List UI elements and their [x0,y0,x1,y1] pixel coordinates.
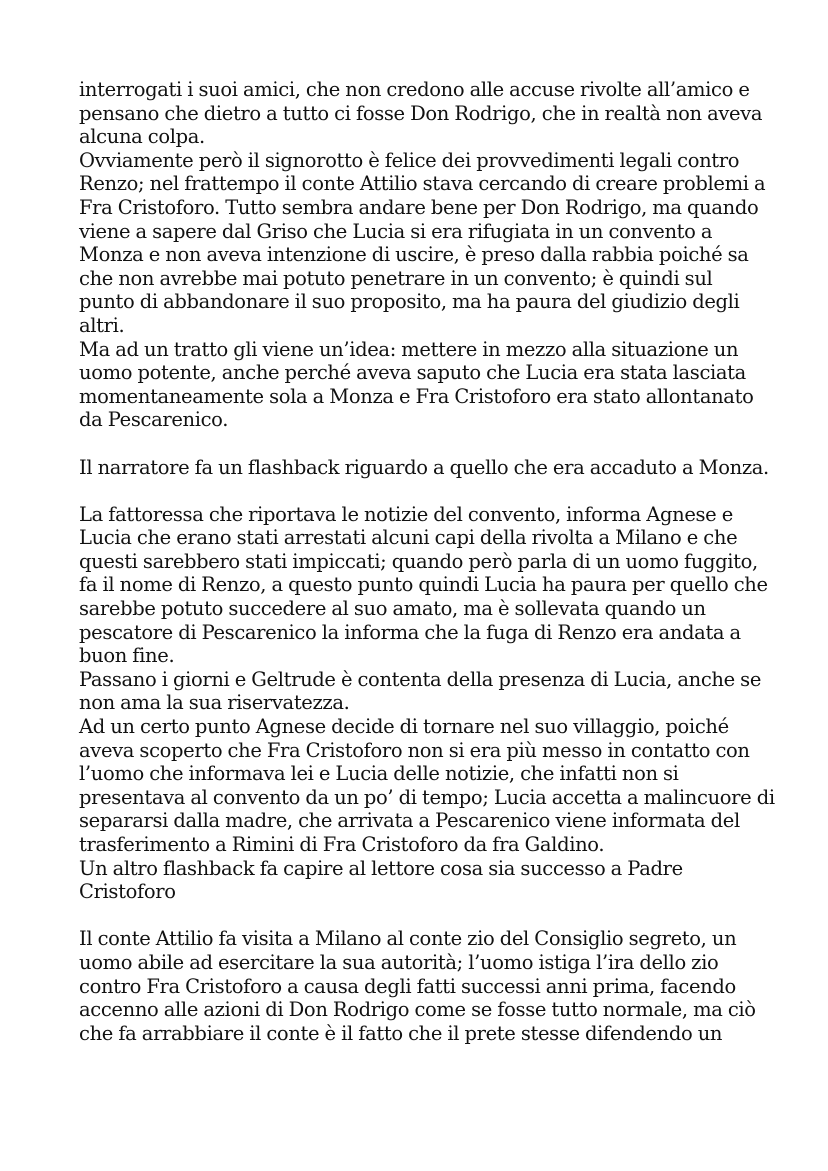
paragraph-flashback-monza: Il narratore fa un flashback riguardo a quello che era accaduto a Monza. [79,455,769,479]
paragraph-conte-attilio-milan: Il conte Attilio fa visita a Milano al conte zio del Consiglio segreto, un uomo abile ad esercitare la sua autorità; l’uomo istiga l’ira dello zio contro Fra Cristoforo a causa degli fatti successi anni prima, facendo accenno alle azioni di Don Rodrigo come se fosse tutto normale, ma ciò che fa arrabbiare il conte è il fatto che il prete stesse difendendo un [79,927,756,1045]
paragraph-don-rodrigo-plans: Ovviamente però il signorotto è felice dei provvedimenti legali contro Renzo; nel frattempo il conte Attilio stava cercando di creare problemi a Fra Cristoforo. Tutto sembra andare bene per Don Rodrigo, ma quando viene a sapere dal Griso che Lucia si era rifugiata in un convento a Monza e non aveva intenzione di uscire, è preso dalla rabbia poiché sa che non avrebbe mai potuto penetrare in un convento; è quindi sul punto di abbandonare il suo proposito, ma ha paura del giudizio degli altri. [79,148,766,337]
paragraph-fattoressa-news: La fattoressa che riportava le notizie del convento, informa Agnese e Lucia che erano stati arrestati alcuni capi della rivolta a Milano e che questi sarebbero stati impiccati; quando però parla di un uomo fuggito, fa il nome di Renzo, a questo punto quindi Lucia ha paura per quello che sarebbe potuto succedere al suo amato, ma è sollevata quando un pescatore di Pescarenico la informa che la fuga di Renzo era andata a buon fine. [79,502,768,668]
paragraph-spacer [79,904,779,928]
paragraph-spacer [79,479,779,503]
paragraph-second-flashback: Un altro flashback fa capire al lettore cosa sia successo a Padre Cristoforo [79,856,683,904]
document-page [79,78,779,1045]
paragraph-spacer [79,432,779,456]
paragraph-friends-interrogated: interrogati i suoi amici, che non credono alle accuse rivolte all’amico e pensano che dietro a tutto ci fosse Don Rodrigo, che in realtà non aveva alcuna colpa. [79,78,763,149]
paragraph-powerful-man-idea: Ma ad un tratto gli viene un’idea: mettere in mezzo alla situazione un uomo potente, anche perché aveva saputo che Lucia era stata lasciata momentaneamente sola a Monza e Fra Cristoforo era stato allontanato da Pescarenico. [79,337,754,432]
paragraph-geltrude: Passano i giorni e Geltrude è contenta della presenza di Lucia, anche se non ama la sua riservatezza. [79,667,762,715]
paragraph-agnese-returns: Ad un certo punto Agnese decide di tornare nel suo villaggio, poiché aveva scoperto che Fra Cristoforo non si era più messo in contatto con l’uomo che informava lei e Lucia delle notizie, che infatti non si presentava al convento da un po’ di tempo; Lucia accetta a malincuore di separarsi dalla madre, che arrivata a Pescarenico viene informata del trasferimento a Rimini di Fra Cristoforo da fra Galdino. [79,715,775,856]
